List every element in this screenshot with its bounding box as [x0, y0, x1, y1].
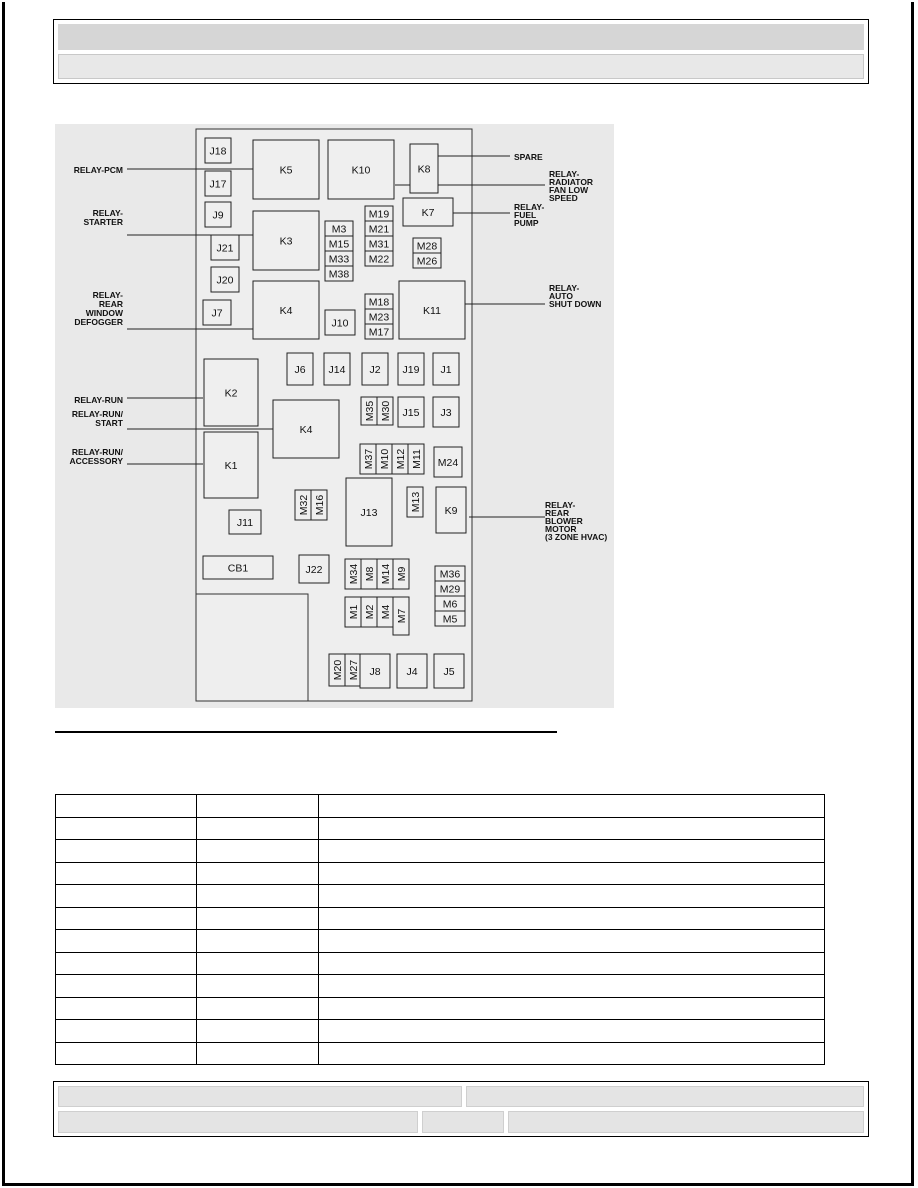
table-cell [319, 817, 825, 840]
cell-m12-41 [392, 444, 408, 474]
table-cell [197, 1042, 319, 1065]
svg-text:M17: M17 [368, 326, 390, 339]
svg-text:M8: M8 [364, 566, 376, 582]
svg-text:FAN LOW: FAN LOW [549, 185, 589, 195]
cell-j8-66 [360, 654, 390, 688]
table-cell [197, 840, 319, 863]
table-cell [319, 930, 825, 953]
table-cell [319, 795, 825, 818]
cell-k10-9 [328, 140, 394, 199]
svg-text:M4: M4 [380, 604, 392, 620]
cell-k5-6 [253, 140, 319, 199]
fuse-box-lower-block [196, 594, 308, 701]
svg-text:RELAY-: RELAY- [549, 169, 580, 179]
svg-text:RELAY-PCM: RELAY-PCM [73, 165, 123, 175]
svg-text:M3: M3 [331, 223, 347, 236]
svg-text:J5: J5 [443, 666, 455, 678]
svg-text:K11: K11 [423, 305, 441, 317]
cell-m24-43 [434, 447, 462, 477]
cell-m5-59 [435, 611, 465, 626]
table-cell [56, 907, 197, 930]
cell-m19-17 [365, 206, 393, 221]
label-relay-starter [83, 208, 123, 227]
svg-text:PUMP: PUMP [514, 218, 539, 228]
cell-j18-0 [205, 138, 231, 163]
footer-cell-1 [58, 1086, 462, 1107]
table-row [56, 975, 825, 998]
svg-text:K3: K3 [279, 235, 293, 248]
svg-text:SHUT DOWN: SHUT DOWN [549, 299, 602, 309]
cell-m35-34 [361, 397, 377, 425]
label-relay-run-start [72, 409, 124, 428]
svg-text:START: START [95, 418, 123, 428]
table-row [56, 997, 825, 1020]
cell-m6-58 [435, 596, 465, 611]
cell-m22-20 [365, 251, 393, 266]
svg-text:M2: M2 [364, 604, 376, 620]
cell-m27-65 [345, 654, 361, 686]
svg-text:J2: J2 [369, 364, 381, 376]
left-labels [69, 165, 124, 466]
svg-text:RELAY-RUN/: RELAY-RUN/ [71, 447, 123, 457]
svg-text:K8: K8 [417, 163, 431, 176]
svg-text:M22: M22 [368, 253, 390, 266]
cell-j11-49 [229, 510, 261, 534]
svg-text:FUEL: FUEL [514, 210, 537, 220]
svg-text:(3 ZONE HVAC): (3 ZONE HVAC) [545, 532, 608, 542]
table-cell [56, 930, 197, 953]
svg-text:REAR: REAR [98, 299, 123, 309]
svg-text:M26: M26 [416, 255, 438, 268]
table-cell [197, 885, 319, 908]
cell-m26-22 [413, 253, 441, 268]
svg-text:J8: J8 [369, 666, 381, 678]
svg-text:AUTO: AUTO [549, 291, 573, 301]
svg-text:J20: J20 [216, 274, 234, 287]
svg-text:M36: M36 [439, 568, 461, 581]
table-cell [56, 1020, 197, 1043]
cell-k3-7 [253, 211, 319, 270]
footer-cell-3 [58, 1111, 418, 1133]
table-cell [197, 862, 319, 885]
svg-text:K4: K4 [299, 424, 313, 436]
svg-text:J21: J21 [216, 242, 234, 255]
table-cell [197, 1020, 319, 1043]
svg-text:M5: M5 [442, 613, 458, 626]
svg-text:M27: M27 [348, 659, 360, 681]
label-relay-auto-shut-down [549, 283, 601, 309]
table-cell [56, 862, 197, 885]
svg-text:M18: M18 [368, 296, 390, 309]
cell-k4-8 [253, 281, 319, 339]
svg-text:J19: J19 [402, 364, 420, 376]
svg-text:J3: J3 [440, 407, 452, 419]
table-row [56, 795, 825, 818]
cell-m2-61 [361, 597, 377, 627]
svg-text:J1: J1 [440, 364, 452, 376]
table-row [56, 952, 825, 975]
table-cell [56, 817, 197, 840]
svg-text:SPEED: SPEED [549, 193, 578, 203]
cell-m38-16 [325, 266, 353, 281]
svg-text:K4: K4 [279, 305, 293, 317]
cell-k7-11 [403, 198, 453, 226]
footer-cell-5 [508, 1111, 864, 1133]
svg-text:RELAY-: RELAY- [92, 208, 123, 218]
footer-cell-2 [466, 1086, 864, 1107]
table-row [56, 817, 825, 840]
table-cell [197, 795, 319, 818]
svg-text:J11: J11 [236, 517, 254, 529]
table-cell [319, 1020, 825, 1043]
cell-j3-37 [433, 397, 459, 427]
cell-j21-3 [211, 235, 239, 260]
svg-text:M29: M29 [439, 583, 461, 596]
table-cell [56, 840, 197, 863]
cell-m37-39 [360, 444, 376, 474]
cell-j5-68 [434, 654, 464, 688]
svg-text:M9: M9 [396, 566, 408, 582]
table-cell [197, 997, 319, 1020]
svg-text:M14: M14 [380, 563, 392, 585]
table-cell [319, 907, 825, 930]
svg-text:M34: M34 [348, 563, 360, 585]
cell-j7-5 [203, 300, 231, 325]
cell-k4-33 [273, 400, 339, 458]
svg-text:M20: M20 [332, 659, 344, 681]
svg-text:K5: K5 [279, 164, 293, 177]
figure-caption-rule [55, 731, 557, 733]
cell-k2-32 [204, 359, 258, 426]
svg-text:J4: J4 [406, 666, 418, 678]
cell-m1-60 [345, 597, 361, 627]
cell-j4-67 [397, 654, 427, 688]
table-cell [56, 997, 197, 1020]
label-relay-rear-blower-motor [545, 500, 607, 542]
svg-text:DEFOGGER: DEFOGGER [74, 317, 123, 327]
svg-text:K1: K1 [224, 460, 238, 472]
svg-text:J22: J22 [305, 564, 323, 576]
table-cell [197, 817, 319, 840]
cell-m8-53 [361, 559, 377, 589]
svg-text:M38: M38 [328, 268, 350, 281]
cell-m23-25 [365, 309, 393, 324]
label-relay-rear-window-defogger [74, 290, 124, 327]
svg-text:RADIATOR: RADIATOR [549, 177, 594, 187]
cell-k8-10 [410, 144, 438, 193]
cell-m36-56 [435, 566, 465, 581]
label-relay-pcm [74, 165, 123, 175]
svg-text:M30: M30 [380, 400, 392, 422]
svg-text:RELAY-: RELAY- [549, 283, 580, 293]
svg-text:RELAY-RUN/: RELAY-RUN/ [71, 409, 123, 419]
cell-m4-62 [377, 597, 393, 627]
svg-text:M32: M32 [298, 494, 310, 516]
cell-m9-55 [393, 559, 409, 589]
svg-text:M12: M12 [395, 448, 407, 470]
table-cell [197, 952, 319, 975]
label-relay-fuel-pump [514, 202, 545, 228]
svg-text:M19: M19 [368, 208, 390, 221]
table-cell [319, 862, 825, 885]
header-title-bar [58, 24, 864, 50]
cell-cb1-50 [203, 556, 273, 579]
table-row [56, 1020, 825, 1043]
table-cell [56, 1042, 197, 1065]
table-cell [319, 1042, 825, 1065]
svg-text:J13: J13 [360, 507, 378, 519]
svg-text:J18: J18 [209, 145, 227, 158]
svg-text:WINDOW: WINDOW [85, 308, 123, 318]
table-cell [197, 930, 319, 953]
cell-j22-51 [299, 555, 329, 583]
svg-text:K2: K2 [224, 387, 238, 400]
cell-j9-2 [205, 202, 231, 227]
svg-text:M21: M21 [368, 223, 390, 236]
table-cell [56, 975, 197, 998]
svg-text:M7: M7 [396, 608, 408, 624]
cell-m10-40 [376, 444, 392, 474]
table-row [56, 840, 825, 863]
svg-text:M23: M23 [368, 311, 390, 324]
cell-m33-15 [325, 251, 353, 266]
cell-m20-64 [329, 654, 345, 686]
svg-text:M31: M31 [368, 238, 390, 251]
cell-j2-29 [362, 353, 388, 385]
svg-text:RELAY-: RELAY- [92, 290, 123, 300]
table-cell [56, 795, 197, 818]
svg-text:SPARE: SPARE [514, 152, 543, 162]
svg-text:M24: M24 [437, 457, 459, 469]
table-cell [197, 975, 319, 998]
svg-text:REAR: REAR [545, 508, 570, 518]
svg-text:MOTOR: MOTOR [545, 524, 577, 534]
cell-m18-24 [365, 294, 393, 309]
cell-j19-30 [398, 353, 424, 385]
cell-m17-26 [365, 324, 393, 339]
svg-text:BLOWER: BLOWER [545, 516, 583, 526]
svg-text:M1: M1 [348, 604, 360, 620]
table-row [56, 885, 825, 908]
header-subtitle-bar [58, 54, 864, 79]
cell-m28-21 [413, 238, 441, 253]
svg-text:M37: M37 [363, 448, 375, 470]
label-relay-radiator-fan-low-speed [549, 169, 593, 203]
svg-text:K9: K9 [444, 505, 458, 517]
table-row [56, 862, 825, 885]
svg-text:CB1: CB1 [227, 562, 249, 575]
cell-j15-36 [398, 397, 424, 427]
table-cell [56, 952, 197, 975]
cell-m15-14 [325, 236, 353, 251]
svg-text:K10: K10 [351, 164, 371, 177]
svg-text:M15: M15 [328, 238, 350, 251]
svg-text:M10: M10 [379, 448, 391, 470]
cell-m11-42 [408, 444, 424, 474]
cell-m29-57 [435, 581, 465, 596]
svg-text:J9: J9 [212, 209, 224, 222]
table-cell [319, 885, 825, 908]
cell-m7-63 [393, 597, 409, 635]
svg-text:RELAY-RUN: RELAY-RUN [74, 395, 123, 405]
cell-j6-27 [287, 353, 313, 385]
table-cell [197, 907, 319, 930]
cell-m31-19 [365, 236, 393, 251]
label-relay-run-accessory [69, 447, 123, 466]
table-row [56, 930, 825, 953]
svg-text:M6: M6 [442, 598, 458, 611]
cell-m14-54 [377, 559, 393, 589]
svg-text:J7: J7 [211, 307, 223, 320]
table-row [56, 907, 825, 930]
svg-text:K7: K7 [421, 207, 435, 219]
cell-m13-47 [407, 487, 423, 517]
svg-text:J10: J10 [331, 317, 349, 330]
svg-text:J6: J6 [294, 364, 306, 376]
cell-j13-46 [346, 478, 392, 546]
cell-m34-52 [345, 559, 361, 589]
cell-j10-23 [325, 310, 355, 335]
svg-text:M28: M28 [416, 240, 438, 253]
cell-m16-45 [311, 490, 327, 520]
svg-text:M33: M33 [328, 253, 350, 266]
svg-text:J15: J15 [402, 407, 420, 419]
fuse-box-svg [55, 124, 614, 708]
svg-text:M35: M35 [364, 400, 376, 422]
table-row [56, 1042, 825, 1065]
table-cell [319, 997, 825, 1020]
footer-cell-4 [422, 1111, 504, 1133]
cell-m3-13 [325, 221, 353, 236]
document-footer [53, 1081, 869, 1137]
svg-text:STARTER: STARTER [83, 217, 123, 227]
label-spare [514, 152, 543, 162]
table-cell [56, 885, 197, 908]
svg-text:RELAY-: RELAY- [514, 202, 545, 212]
table-cell [319, 952, 825, 975]
svg-text:J14: J14 [328, 364, 346, 376]
cell-j14-28 [324, 353, 350, 385]
svg-text:M11: M11 [411, 449, 423, 469]
table-cell [319, 975, 825, 998]
table-cell [319, 840, 825, 863]
cell-m21-18 [365, 221, 393, 236]
svg-text:J17: J17 [209, 178, 227, 191]
svg-text:RELAY-: RELAY- [545, 500, 576, 510]
cell-m30-35 [377, 397, 393, 425]
label-relay-run [74, 395, 123, 405]
fuse-table [55, 794, 825, 1065]
fuse-box-diagram [55, 124, 614, 708]
svg-text:M13: M13 [410, 491, 422, 513]
cell-k9-48 [436, 487, 466, 533]
cell-k11-12 [399, 281, 465, 339]
cell-j17-1 [205, 171, 231, 196]
right-labels [514, 152, 607, 542]
cell-j1-31 [433, 353, 459, 385]
svg-text:ACCESSORY: ACCESSORY [69, 456, 123, 466]
cell-k1-38 [204, 432, 258, 498]
document-header [53, 19, 869, 84]
cell-j20-4 [211, 267, 239, 292]
cell-m32-44 [295, 490, 311, 520]
svg-text:M16: M16 [314, 494, 326, 516]
